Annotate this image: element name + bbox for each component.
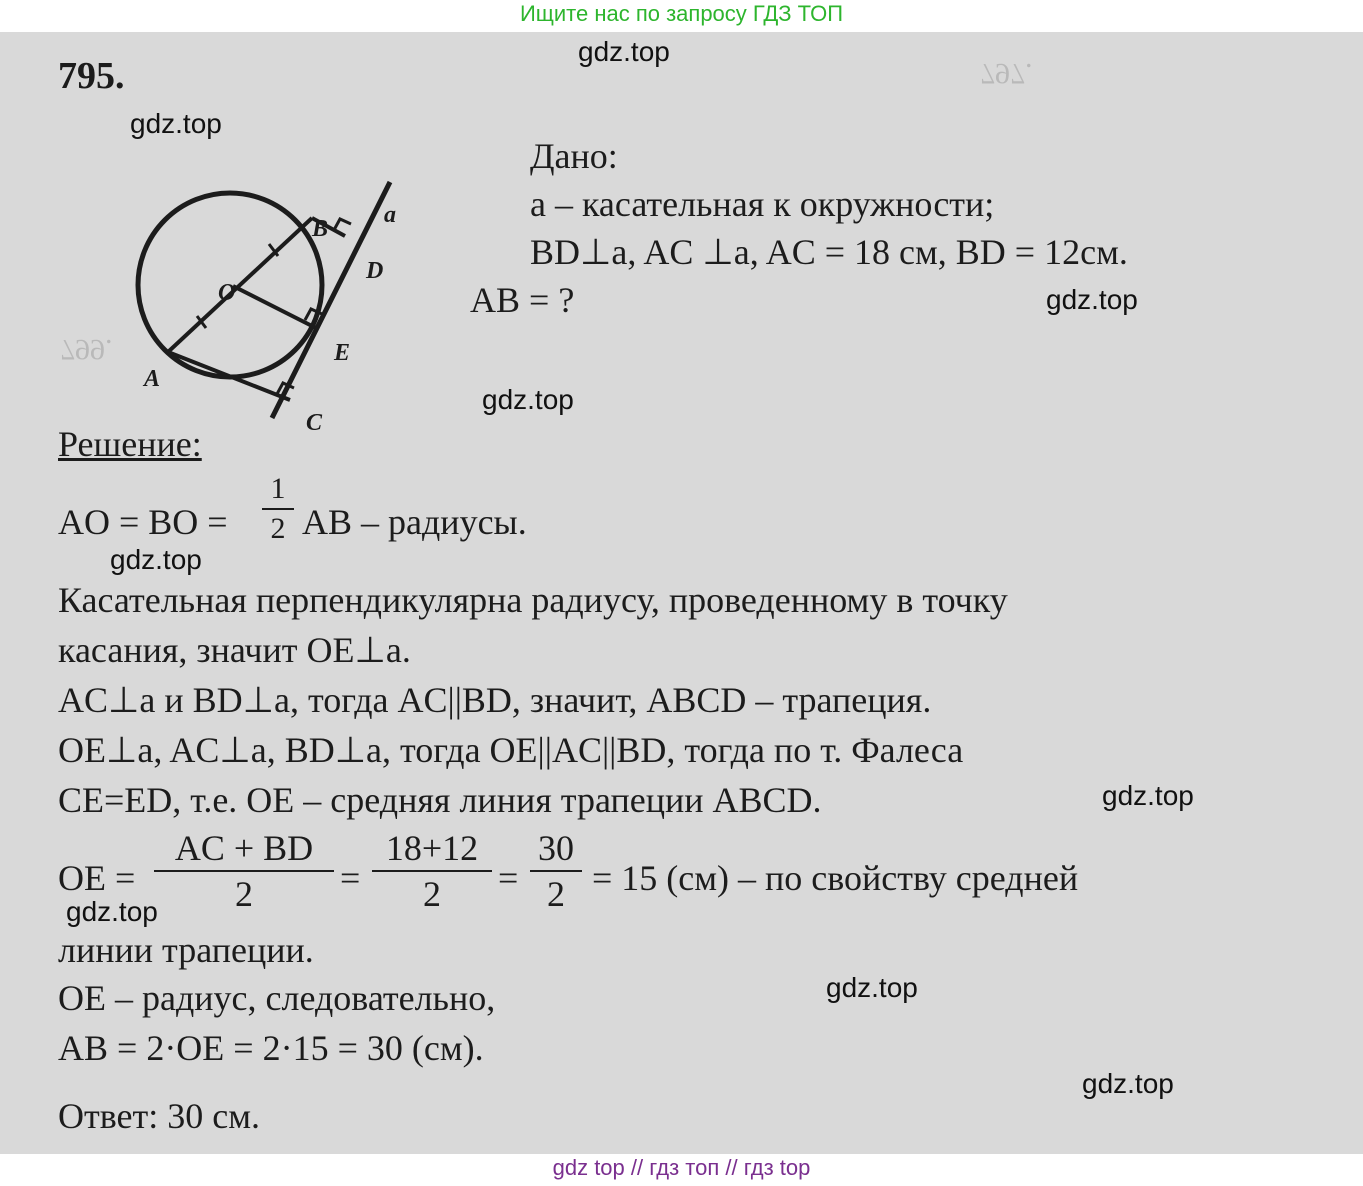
watermark: gdz.top bbox=[66, 896, 158, 927]
watermark: gdz.top bbox=[826, 972, 918, 1003]
solution-line: CE=ED, т.е. OE – средняя линия трапеции ABCD. bbox=[58, 780, 822, 820]
point-label-c: C bbox=[306, 410, 323, 432]
watermark: gdz.top bbox=[1082, 1068, 1174, 1099]
watermark: gdz.top bbox=[1102, 780, 1194, 811]
watermark: gdz.top bbox=[110, 544, 202, 575]
fraction-30-2 bbox=[530, 828, 582, 914]
fraction-bar bbox=[372, 870, 492, 872]
fraction-one-half bbox=[262, 472, 294, 546]
solution-line: линии трапеции. bbox=[58, 930, 314, 970]
equals-sign: = bbox=[498, 858, 519, 898]
diameter-ab bbox=[168, 218, 312, 352]
fraction-ac-bd bbox=[154, 828, 334, 914]
textbook-page bbox=[0, 32, 1363, 1154]
point-label-o: O bbox=[218, 280, 236, 306]
line-label-a: a bbox=[384, 202, 396, 228]
segment-oe bbox=[233, 286, 316, 328]
point-label-b: B bbox=[312, 216, 329, 242]
bottom-links-banner[interactable]: gdz top // гдз топ // гдз top bbox=[0, 1154, 1363, 1186]
fraction-numerator: AC + BD bbox=[174, 828, 314, 868]
equals-sign: = bbox=[340, 858, 361, 898]
given-title: Дано: bbox=[530, 136, 618, 176]
problem-number: 795. bbox=[58, 55, 125, 97]
point-label-e: E bbox=[334, 340, 351, 366]
bleed-through-text: 797. bbox=[980, 57, 1033, 90]
top-search-banner[interactable]: Ищите нас по запросу ГДЗ ТОП bbox=[0, 0, 1363, 32]
answer: Ответ: 30 см. bbox=[58, 1096, 260, 1136]
point-label-d: D bbox=[366, 258, 384, 284]
fraction-numerator: 18+12 bbox=[385, 828, 479, 868]
solution-heading: Решение: bbox=[58, 424, 202, 464]
fraction-denominator: 2 bbox=[270, 512, 286, 545]
fraction-denominator: 2 bbox=[547, 874, 565, 914]
watermark: gdz.top bbox=[130, 108, 222, 139]
solution-line: AB = 2·OE = 2·15 = 30 (см). bbox=[58, 1028, 484, 1068]
solution-line: Касательная перпендикулярна радиусу, проведенному в точку bbox=[58, 580, 1008, 620]
fraction-bar bbox=[262, 508, 294, 510]
watermark: gdz.top bbox=[1046, 284, 1138, 315]
formula-lhs: OE = bbox=[58, 858, 136, 898]
solution-line: касания, значит OE⊥a. bbox=[58, 630, 411, 670]
fraction-numerator: 30 bbox=[538, 828, 574, 868]
solution-line: OE – радиус, следовательно, bbox=[58, 978, 496, 1018]
fraction-18-12 bbox=[372, 828, 492, 914]
fraction-bar bbox=[154, 870, 334, 872]
fraction-numerator: 1 bbox=[270, 472, 286, 505]
radius-statement-right: AB – радиусы. bbox=[302, 502, 527, 542]
watermark: gdz.top bbox=[578, 36, 670, 67]
bleed-through-text: 799. bbox=[60, 333, 113, 366]
solution-line: AC⊥a и BD⊥a, тогда AC||BD, значит, ABCD – трапеция. bbox=[58, 680, 932, 720]
segment-ac bbox=[168, 352, 290, 400]
fraction-bar bbox=[530, 870, 582, 872]
right-angle-d bbox=[334, 219, 351, 230]
solution-line: OE⊥a, AC⊥a, BD⊥a, тогда OE||AC||BD, тогда по т. Фалеса bbox=[58, 730, 964, 770]
point-label-a: A bbox=[144, 366, 161, 392]
fraction-denominator: 2 bbox=[235, 874, 253, 914]
given-line: а – касательная к окружности; bbox=[530, 184, 995, 224]
given-question: AB = ? bbox=[470, 280, 575, 320]
given-line: BD⊥a, AC ⊥a, AC = 18 см, BD = 12см. bbox=[530, 232, 1128, 272]
formula-rhs: = 15 (см) – по свойству средней bbox=[592, 858, 1079, 898]
fraction-denominator: 2 bbox=[423, 874, 441, 914]
watermark: gdz.top bbox=[482, 384, 574, 415]
circle-tangent-figure bbox=[120, 172, 440, 432]
radius-statement-left: AO = BO = bbox=[58, 502, 228, 542]
